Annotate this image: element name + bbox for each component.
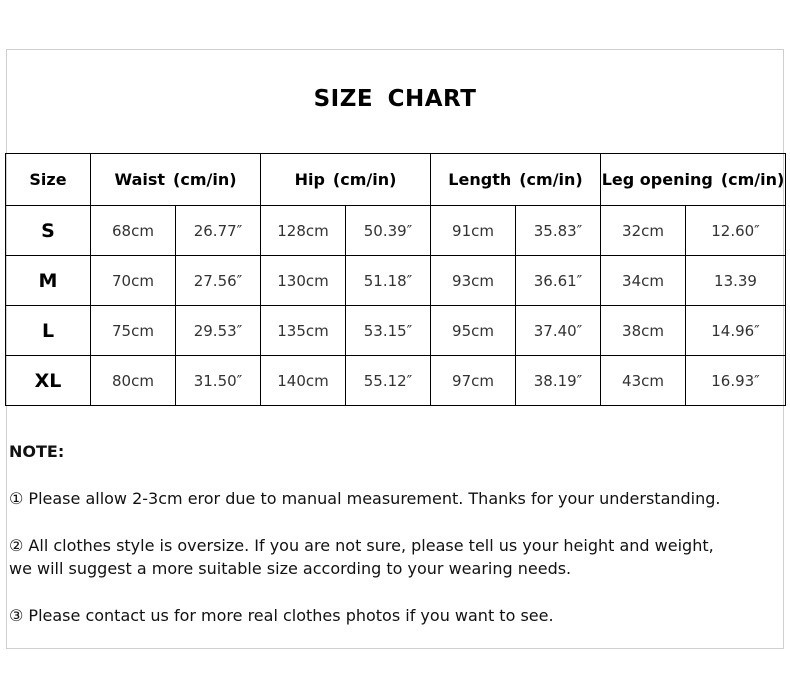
table-header-row bbox=[6, 154, 786, 206]
length-column-header bbox=[431, 154, 601, 206]
hip-header-label: Hip bbox=[294, 170, 325, 189]
note-item bbox=[9, 604, 779, 627]
note-text: we will suggest a more suitable size according to your wearing needs. bbox=[9, 559, 572, 578]
leg-opening-cm-cell: 43cm bbox=[601, 356, 686, 406]
hip-in-cell: 55.12″ bbox=[346, 356, 431, 406]
table-row bbox=[6, 256, 786, 306]
hip-in-cell: 51.18″ bbox=[346, 256, 431, 306]
waist-cm-cell: 75cm bbox=[91, 306, 176, 356]
hip-cm-cell: 135cm bbox=[261, 306, 346, 356]
notes-title: NOTE: bbox=[9, 442, 65, 461]
waist-in-cell: 26.77″ bbox=[176, 206, 261, 256]
leg-opening-in-cell: 13.39 bbox=[686, 256, 786, 306]
size-label: L bbox=[6, 306, 91, 356]
hip-cm-cell: 128cm bbox=[261, 206, 346, 256]
hip-in-cell: 50.39″ bbox=[346, 206, 431, 256]
page-title: SIZE CHART bbox=[313, 86, 477, 112]
length-cm-cell: 91cm bbox=[431, 206, 516, 256]
leg-opening-in-cell: 16.93″ bbox=[686, 356, 786, 406]
waist-in-cell: 31.50″ bbox=[176, 356, 261, 406]
size-label: S bbox=[6, 206, 91, 256]
note-item bbox=[9, 534, 779, 580]
leg-opening-cm-cell: 32cm bbox=[601, 206, 686, 256]
waist-column-header bbox=[91, 154, 261, 206]
length-in-cell: 38.19″ bbox=[516, 356, 601, 406]
table-row bbox=[6, 356, 786, 406]
table-row bbox=[6, 206, 786, 256]
waist-cm-cell: 68cm bbox=[91, 206, 176, 256]
table-row bbox=[6, 306, 786, 356]
size-table bbox=[5, 153, 786, 406]
length-in-cell: 36.61″ bbox=[516, 256, 601, 306]
hip-cm-cell: 140cm bbox=[261, 356, 346, 406]
waist-in-cell: 27.56″ bbox=[176, 256, 261, 306]
hip-cm-cell: 130cm bbox=[261, 256, 346, 306]
hip-column-header bbox=[261, 154, 431, 206]
length-cm-cell: 93cm bbox=[431, 256, 516, 306]
length-header-label: Length bbox=[448, 170, 512, 189]
waist-cm-cell: 80cm bbox=[91, 356, 176, 406]
leg-opening-column-header bbox=[601, 154, 786, 206]
leg-opening-in-cell: 14.96″ bbox=[686, 306, 786, 356]
note-text: ③ Please contact us for more real clothes photos if you want to see. bbox=[9, 606, 554, 625]
waist-header-unit: (cm/in) bbox=[173, 170, 237, 189]
note-item bbox=[9, 487, 779, 510]
waist-in-cell: 29.53″ bbox=[176, 306, 261, 356]
hip-header-unit: (cm/in) bbox=[332, 170, 397, 189]
size-label: XL bbox=[6, 356, 91, 406]
length-cm-cell: 97cm bbox=[431, 356, 516, 406]
leg-opening-header-unit: (cm/in) bbox=[720, 170, 785, 189]
notes-section bbox=[9, 440, 779, 651]
length-in-cell: 35.83″ bbox=[516, 206, 601, 256]
waist-cm-cell: 70cm bbox=[91, 256, 176, 306]
leg-opening-cm-cell: 38cm bbox=[601, 306, 686, 356]
size-label: M bbox=[6, 256, 91, 306]
leg-opening-in-cell: 12.60″ bbox=[686, 206, 786, 256]
size-column-header: Size bbox=[6, 154, 91, 206]
note-text: ① Please allow 2-3cm eror due to manual measurement. Thanks for your understanding. bbox=[9, 489, 721, 508]
note-text: ② All clothes style is oversize. If you are not sure, please tell us your height and weight, bbox=[9, 536, 714, 555]
leg-opening-header-label: Leg opening bbox=[601, 170, 713, 189]
length-cm-cell: 95cm bbox=[431, 306, 516, 356]
waist-header-label: Waist bbox=[114, 170, 166, 189]
leg-opening-cm-cell: 34cm bbox=[601, 256, 686, 306]
length-header-unit: (cm/in) bbox=[519, 170, 583, 189]
length-in-cell: 37.40″ bbox=[516, 306, 601, 356]
hip-in-cell: 53.15″ bbox=[346, 306, 431, 356]
